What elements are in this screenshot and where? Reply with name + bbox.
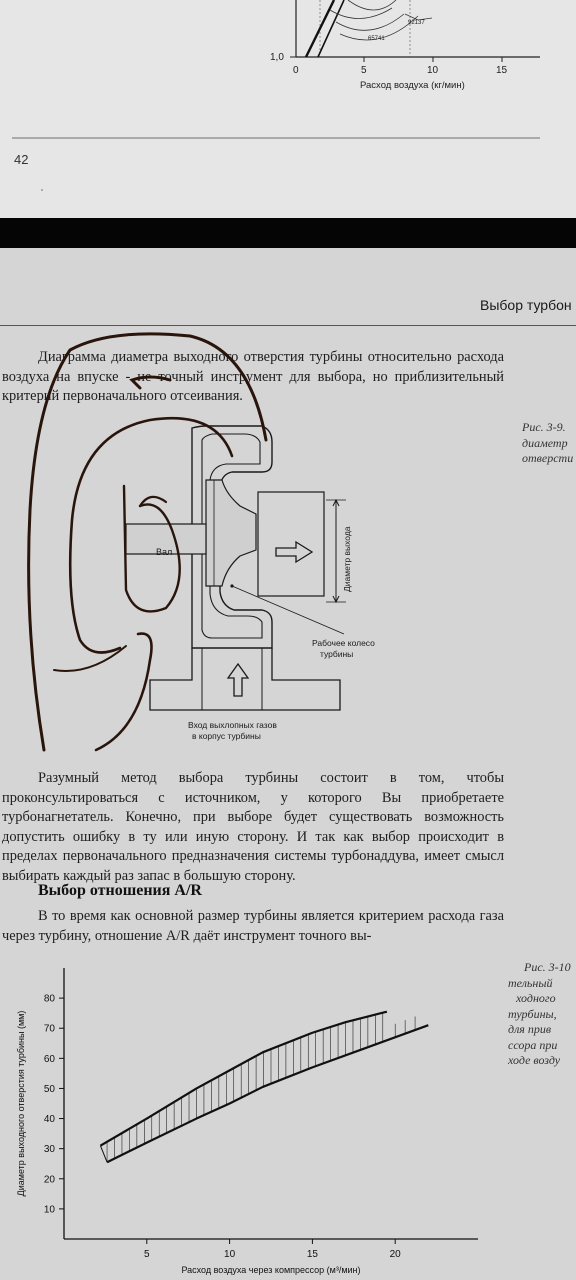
intro-paragraph: Диаграмма диаметра выходного отверстия турбины относительно расхода воздуха на впуске - не точный инструмент для выбора, но приблизительный критерий первоначального отсеивания. [2,349,504,405]
section-heading: Выбор отношения A/R [38,882,202,899]
y-tick-label: 1,0 [270,52,284,63]
x-tick-label: 0 [293,65,299,76]
y-tick-label: 30 [43,1144,55,1156]
x-axis-label: Расход воздуха через компрессор (м³/мин) [181,1265,361,1275]
band-left-edge [100,1146,107,1163]
previous-page-chart [0,0,576,218]
page-gap-band [0,218,576,248]
x-tick-label: 15 [306,1249,318,1260]
header-rule [0,325,576,326]
y-tick-label: 50 [43,1083,55,1095]
y-tick-label: 60 [43,1053,55,1065]
outlet-diameter-label: Диаметр выхода [342,526,352,592]
x-tick-label: 15 [496,65,508,76]
contour-label: 92137 [408,20,425,26]
inlet-flange [150,648,340,710]
outlet-bore [258,492,324,596]
y-tick-label: 70 [43,1023,55,1035]
wheel-label-line2: турбины [320,649,354,659]
paragraph-ar-ratio: В то время как основной размер турбины является критерием расхода газа через турбину, отношение A/R даёт инструмент точного вы- [2,908,504,944]
inlet-flow-arrow [228,664,248,696]
running-header: Выбор турбон [480,297,572,313]
x-tick-label: 5 [144,1249,150,1260]
y-tick-label: 40 [43,1114,55,1126]
turbine-wheel [206,480,256,586]
lower-bound-line [107,1025,428,1162]
x-tick-label: 20 [389,1249,401,1260]
figure-3-9-caption: Рис. 3-9. диаметр отверсти [522,420,574,465]
x-axis-label: Расход воздуха (кг/мин) [360,80,465,91]
figure-3-10-caption: Рис. 3-10 тельный ходного турбины, для прив ссора при ходе возду [508,960,571,1067]
contour-label: 65741 [368,36,385,42]
paragraph-turbine-selection: Разумный метод выбора турбины состоит в том, чтобы проконсультироваться с источником, у которого Вы приобретаете турбонагнетатель. Конечно, при выборе будет существовать возможность допустить ошибку в ту или иную сторону. И так как выбор происходит в пределах первоначального предназначения системы турбонаддува, имеет смысл выбирать каждый раз запас в большую сторону. [2,770,504,884]
turbine-housing-diagram [0,330,520,760]
x-tick-label: 10 [224,1249,236,1260]
x-tick-label: 5 [361,65,367,76]
inlet-label-line2: в корпус турбины [192,731,261,741]
outlet-diameter-chart [0,960,500,1280]
shaft-label: Вал [156,547,173,557]
wheel-label-line1: Рабочее колесо [312,638,375,648]
x-tick-label: 10 [427,65,439,76]
y-tick-label: 10 [43,1204,55,1216]
inlet-label-line1: Вход выхлопных газов [188,720,277,730]
upper-bound-line [100,1012,386,1146]
y-tick-label: 80 [43,993,55,1005]
y-axis-label: Диаметр выходного отверстия турбины (мм) [16,1010,26,1197]
y-tick-label: 20 [43,1174,55,1186]
page-number: 42 [14,152,29,167]
outlet-flow-arrow [276,542,312,562]
